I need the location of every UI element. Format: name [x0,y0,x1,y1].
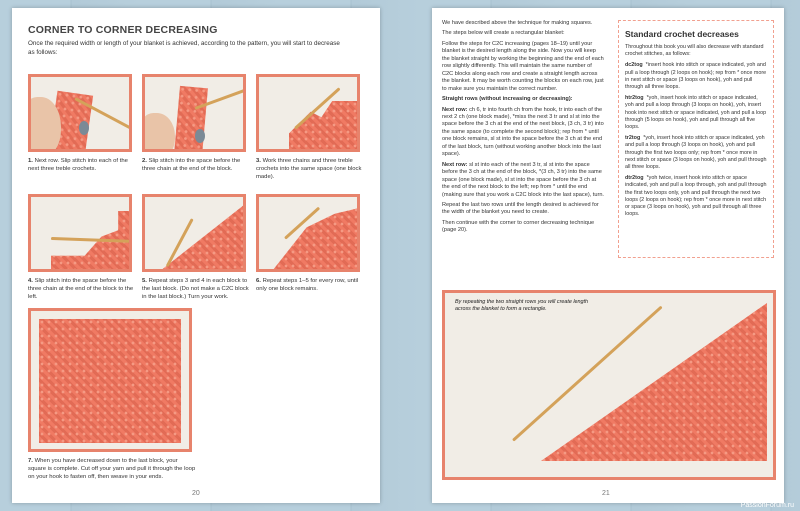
step-2-caption: 2. Slip stitch into the space before the three chain at the end of the block. [142,158,241,172]
paragraph: Follow the steps for C2C increasing (pages 18–19) until your blanket is the desired length along the side. Now you will keep the blanket straight by working the beginning and the end of each row slightly differently. This will maintain the same number of C2C blocks along each row and create a straight length across the blanket. It may be worth counting the blocks on each row, just to make sure you maintain the correct number. [442,40,604,92]
step-7-caption: 7. When you have decreased down to the last block, your square is complete. Cut off your yarn and pull it through the loop on your hook to fasten off, then weave in your ends. [28,458,196,480]
step-1-caption: 1. Next row. Slip stitch into each of the next three treble crochets. [28,158,128,172]
sidebar-title: Standard crochet decreases [625,29,739,39]
step-2-photo [142,74,246,152]
paragraph: We have described above the technique for making squares. [442,20,593,26]
next-row-2: Next row: sl st into each of the next 3 tr, sl st into the space before the 3 ch at the end of the block, *(3 ch, 3 tr) into the same space (one block made), sl st into the space before the 3 ch at the end of the next block to the left; rep from * until the end (making sure that you work a C2C block into the last space), turn. [442,161,604,198]
intro-text: Once the required width or length of your blanket is achieved, according to the pattern, you will start to decrease as follows: [28,40,340,56]
right-page [432,8,784,503]
body-text [442,20,604,238]
left-page [12,8,380,503]
continue-text: Then continue with the corner to corner decreasing technique (page 20). [442,219,595,234]
step-6-photo [256,194,360,272]
step-3-caption: 3. Work three chains and three treble crochets into the same space (one block made). [256,158,362,180]
crochet-decreases-box [618,20,774,258]
sidebar-intro: Throughout this book you will also decrease with standard crochet stitches, as follows: [625,44,764,58]
repeat-text: Repeat the last two rows until the length desired is achieved for the width of the blanket you need to create. [442,201,599,216]
page-heading: CORNER TO CORNER DECREASING [28,24,218,36]
sidebar-item: tr2tog *yoh, insert hook into stitch or space indicated, yoh and pull a loop through (3 loops on hook), yoh and pull through the first two loops only; rep from * once more in next stitch or space (3 loops on hook), yoh and pull through all three loops. [625,135,767,171]
straight-rows-heading: Straight rows (without increasing or decreasing): [442,96,573,103]
photo-caption: By repeating the two straight rows you will create length across the blanket to form a rectangle. [455,299,589,312]
paragraph: The steps below will create a rectangular blanket: [442,30,565,37]
page-number-right: 21 [602,490,610,497]
sidebar-item: htr2tog *yoh, insert hook into stitch or space indicated, yoh and pull a loop through (3 loops on hook), yoh, insert hook into next stitch or space indicated, yoh and pull a loop through (5 loops on hook), yoh and pull through all five loops. [625,95,767,131]
step-3-photo [256,74,360,152]
step-1-photo [28,74,132,152]
step-4-photo [28,194,132,272]
next-row-1: Next row: ch 6, tr into fourth ch from the hook, tr into each of the next 2 ch (one block made), *miss the next 3 tr and sl st into the space before the 3 ch at the end of the next block, (3 ch, 3 tr) into the same space (to complete the second block); rep from * until one block remains, sl st into the space before the 3 ch at the end of the last block, turn (without working another block into the last space). [442,106,604,158]
watermark: PassionForum.ru [740,502,794,509]
page-number-left: 20 [192,490,200,497]
sidebar-item: dtr2tog *yoh twice, insert hook into stitch or space indicated, yoh and pull a loop through, yoh and pull through the first two loops only, yoh and pull through the next two loops (2 loops on hook); rep from * once more in next stitch or space (3 loops on hook), yoh and pull through all three loops. [625,175,767,218]
rectangle-photo [442,290,776,480]
step-7-photo [28,308,192,452]
step-5-caption: 5. Repeat steps 3 and 4 in each block to the last block. (Do not make a C2C block in the last block.) Turn your work. [142,278,249,300]
step-5-photo [142,194,246,272]
sidebar-item: dc2tog *insert hook into stitch or space indicated, yoh and pull a loop through (2 loops on hook); rep from * once more in next stitch or space (3 loops on hook), yoh and pull through all three loops. [625,62,767,91]
step-6-caption: 6. Repeat steps 1–5 for every row, until only one block remains. [256,278,359,292]
step-4-caption: 4. Slip stitch into the space before the three chain at the end of the block to the left. [28,278,134,300]
